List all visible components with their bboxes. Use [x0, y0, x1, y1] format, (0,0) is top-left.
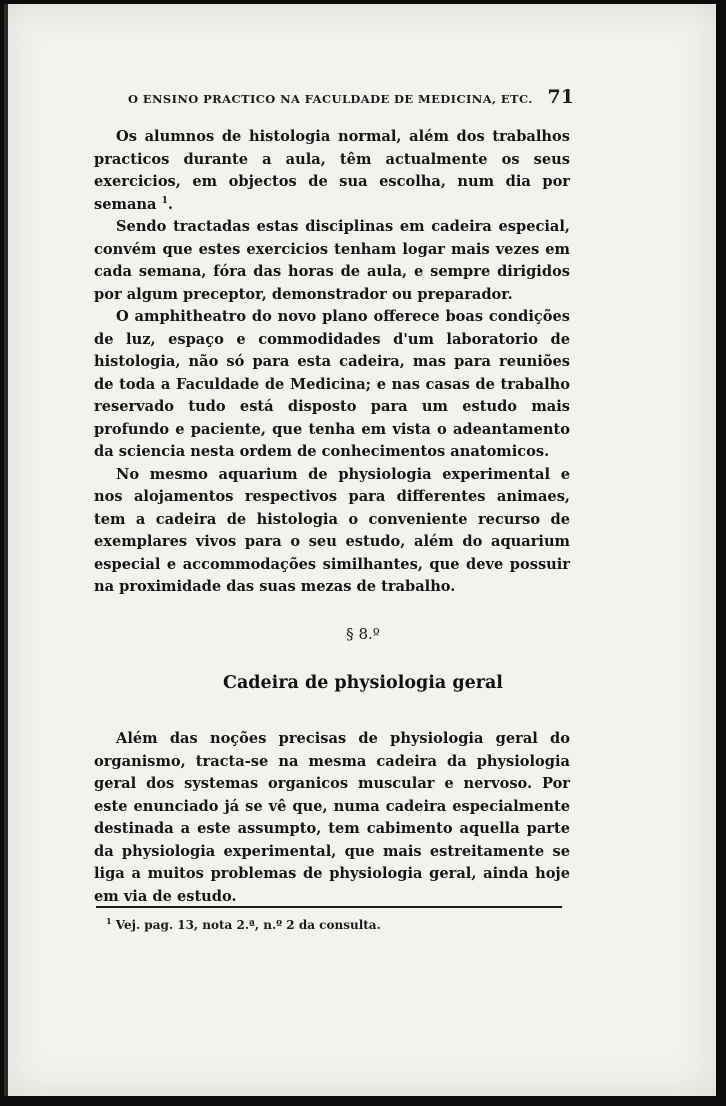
paragraph	[94, 728, 570, 908]
paragraph-text: Sendo tractadas estas disciplinas em cadeira especial, convém que estes exercicios tenham logar mais vezes em cada semana, fóra das horas de aula, e sempre dirigidos por algum preceptor, demonstrador ou preparador.	[94, 218, 570, 303]
paragraph	[94, 216, 570, 306]
paragraph-end-punct: .	[167, 195, 173, 213]
page-number: 71	[547, 86, 574, 108]
section-body-text	[94, 728, 570, 908]
footnote-reference: 1	[161, 195, 168, 206]
page-edge-shadow	[4, 4, 8, 1096]
footnote-marker: 1	[106, 916, 112, 926]
footnote-divider	[96, 906, 562, 908]
running-title: O ENSINO PRACTICO NA FACULDADE DE MEDICINA, ETC.	[128, 92, 533, 106]
paragraph	[94, 126, 570, 216]
section-number: § 8.º	[346, 625, 380, 643]
section-title: Cadeira de physiologia geral	[223, 673, 503, 693]
page-header	[128, 88, 574, 110]
body-text	[94, 126, 570, 599]
paragraph-text: No mesmo aquarium de physiologia experimental e nos alojamentos respectivos para differentes animaes, tem a cadeira de histologia o conveniente recurso de exemplares vivos para o seu estudo, além do aquarium especial e accommodações similhantes, que deve possuir na proximidade das suas mezas de trabalho.	[94, 465, 570, 595]
paragraph-text: Os alumnos de histologia normal, além dos trabalhos practicos durante a aula, têm actualmente os seus exercicios, em objectos de sua escolha, num dia por semana	[94, 128, 570, 213]
footnote-text: Vej. pag. 13, nota 2.ª, n.º 2 da consulta.	[115, 918, 381, 932]
paragraph	[94, 464, 570, 599]
paragraph	[94, 306, 570, 464]
paragraph-text: Além das noções precisas de physiologia geral do organismo, tracta-se na mesma cadeira da physiologia geral dos systemas organicos muscular e nervoso. Por este enunciado já se vê que, numa cadeira especialmente destinada a este assumpto, tem cabimento aquella parte da physiologia experimental, que mais estreitamente se liga a muitos problemas de physiologia geral, ainda hoje em via de estudo.	[94, 730, 570, 905]
footnote	[106, 918, 381, 932]
paragraph-text: O amphitheatro do novo plano offerece boas condições de luz, espaço e commodidades d'um laboratorio de histologia, não só para esta cadeira, mas para reuniões de toda a Faculdade de Medicina; e nas casas de trabalho reservado tudo está disposto para um estudo mais profundo e paciente, que tenha em vista o adeantamento da sciencia nesta ordem de conhecimentos anatomicos.	[94, 308, 570, 460]
